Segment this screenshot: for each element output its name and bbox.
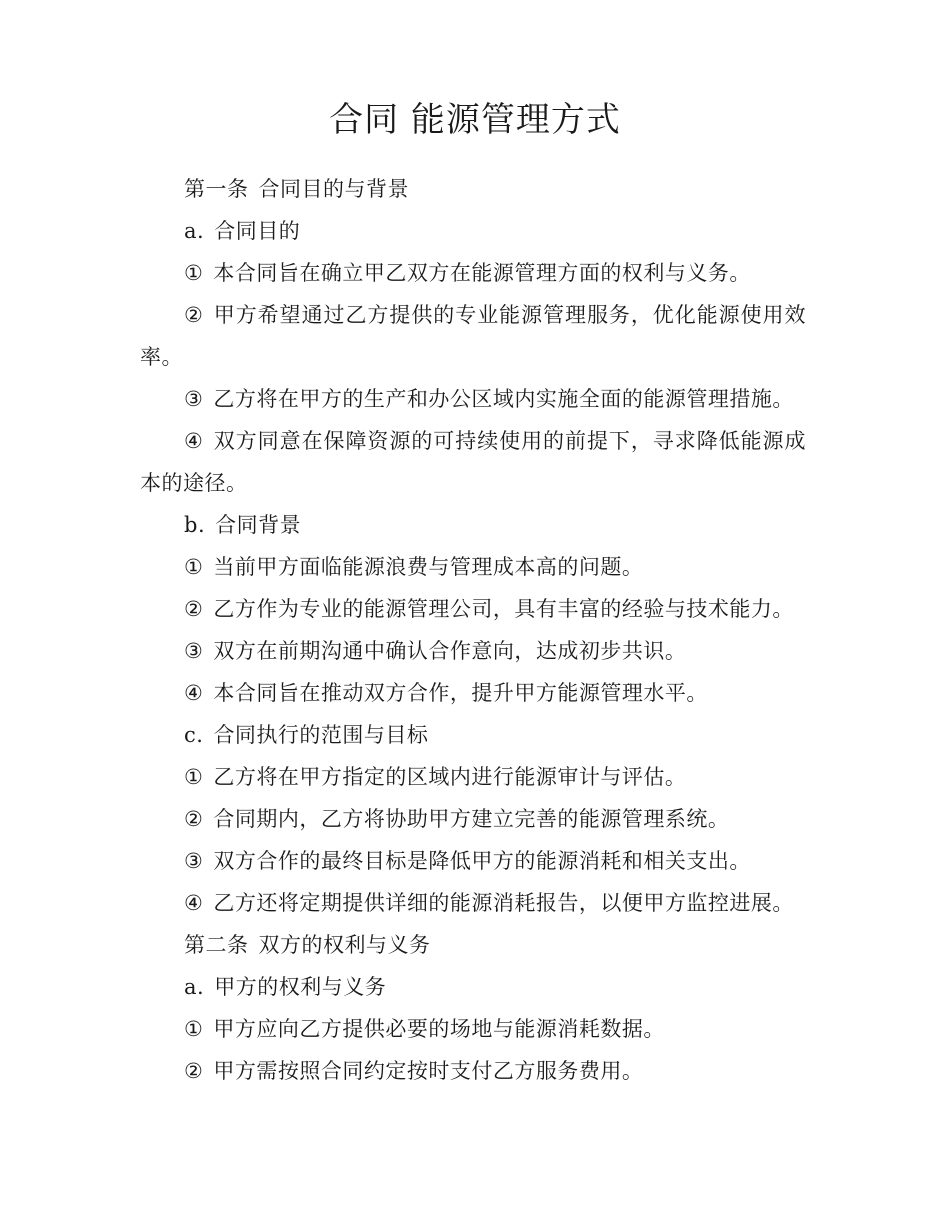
paragraph-marker: c.	[184, 723, 204, 747]
paragraph-marker: a.	[184, 219, 205, 243]
paragraph-text: 双方合作的最终目标是降低甲方的能源消耗和相关支出。	[213, 849, 751, 873]
paragraph-marker: ①	[184, 765, 204, 789]
paragraph-marker: ③	[184, 639, 204, 663]
paragraph-marker: ④	[184, 429, 204, 453]
paragraph-marker: ①	[184, 1017, 204, 1041]
paragraph-marker: ①	[184, 261, 204, 285]
paragraph-marker: b.	[184, 513, 206, 537]
paragraph-marker: ③	[184, 387, 204, 411]
paragraph-marker: ②	[184, 1059, 204, 1083]
paragraph-text: 乙方作为专业的能源管理公司，具有丰富的经验与技术能力。	[213, 597, 794, 621]
paragraph-marker: ④	[184, 681, 204, 705]
paragraph-text: 当前甲方面临能源浪费与管理成本高的问题。	[213, 555, 644, 579]
section-heading	[140, 504, 806, 546]
paragraph-marker: 第一条	[184, 177, 249, 201]
article-heading	[140, 168, 806, 210]
paragraph-text: 合同目的与背景	[258, 177, 409, 201]
section-heading	[140, 966, 806, 1008]
clause-item	[140, 882, 806, 924]
paragraph-marker: ②	[184, 303, 204, 327]
article-heading	[140, 924, 806, 966]
document-body	[140, 168, 806, 1092]
paragraph-text: 乙方将在甲方指定的区域内进行能源审计与评估。	[213, 765, 687, 789]
paragraph-text: 本合同旨在推动双方合作，提升甲方能源管理水平。	[213, 681, 708, 705]
clause-item	[140, 252, 806, 294]
paragraph-text: 合同执行的范围与目标	[213, 723, 429, 747]
paragraph-text: 合同目的	[214, 219, 301, 243]
clause-item	[140, 378, 806, 420]
paragraph-text: 乙方将在甲方的生产和办公区域内实施全面的能源管理措施。	[213, 387, 794, 411]
paragraph-text: 甲方需按照合同约定按时支付乙方服务费用。	[213, 1059, 644, 1083]
paragraph-text: 双方同意在保障资源的可持续使用的前提下，寻求降低能源成本的途径。	[140, 429, 806, 495]
paragraph-marker: ①	[184, 555, 204, 579]
paragraph-marker: ③	[184, 849, 204, 873]
paragraph-text: 本合同旨在确立甲乙双方在能源管理方面的权利与义务。	[213, 261, 751, 285]
clause-item	[140, 1008, 806, 1050]
paragraph-marker: ②	[184, 807, 204, 831]
clause-item	[140, 294, 806, 378]
clause-item	[140, 756, 806, 798]
clause-item	[140, 588, 806, 630]
document-title: 合同 能源管理方式	[329, 100, 621, 140]
section-heading	[140, 714, 806, 756]
clause-item	[140, 1050, 806, 1092]
paragraph-text: 双方在前期沟通中确认合作意向，达成初步共识。	[213, 639, 687, 663]
section-heading	[140, 210, 806, 252]
paragraph-text: 合同期内，乙方将协助甲方建立完善的能源管理系统。	[213, 807, 730, 831]
paragraph-marker: ②	[184, 597, 204, 621]
paragraph-text: 合同背景	[215, 513, 302, 537]
clause-item	[140, 840, 806, 882]
paragraph-text: 甲方的权利与义务	[214, 975, 387, 999]
clause-item	[140, 546, 806, 588]
clause-item	[140, 798, 806, 840]
paragraph-text: 乙方还将定期提供详细的能源消耗报告，以便甲方监控进展。	[213, 891, 794, 915]
paragraph-text: 甲方应向乙方提供必要的场地与能源消耗数据。	[213, 1017, 665, 1041]
clause-item	[140, 420, 806, 504]
paragraph-marker: a.	[184, 975, 205, 999]
paragraph-marker: ④	[184, 891, 204, 915]
paragraph-text: 甲方希望通过乙方提供的专业能源管理服务，优化能源使用效率。	[140, 303, 806, 369]
paragraph-marker: 第二条	[184, 933, 249, 957]
clause-item	[140, 672, 806, 714]
paragraph-text: 双方的权利与义务	[258, 933, 431, 957]
clause-item	[140, 630, 806, 672]
